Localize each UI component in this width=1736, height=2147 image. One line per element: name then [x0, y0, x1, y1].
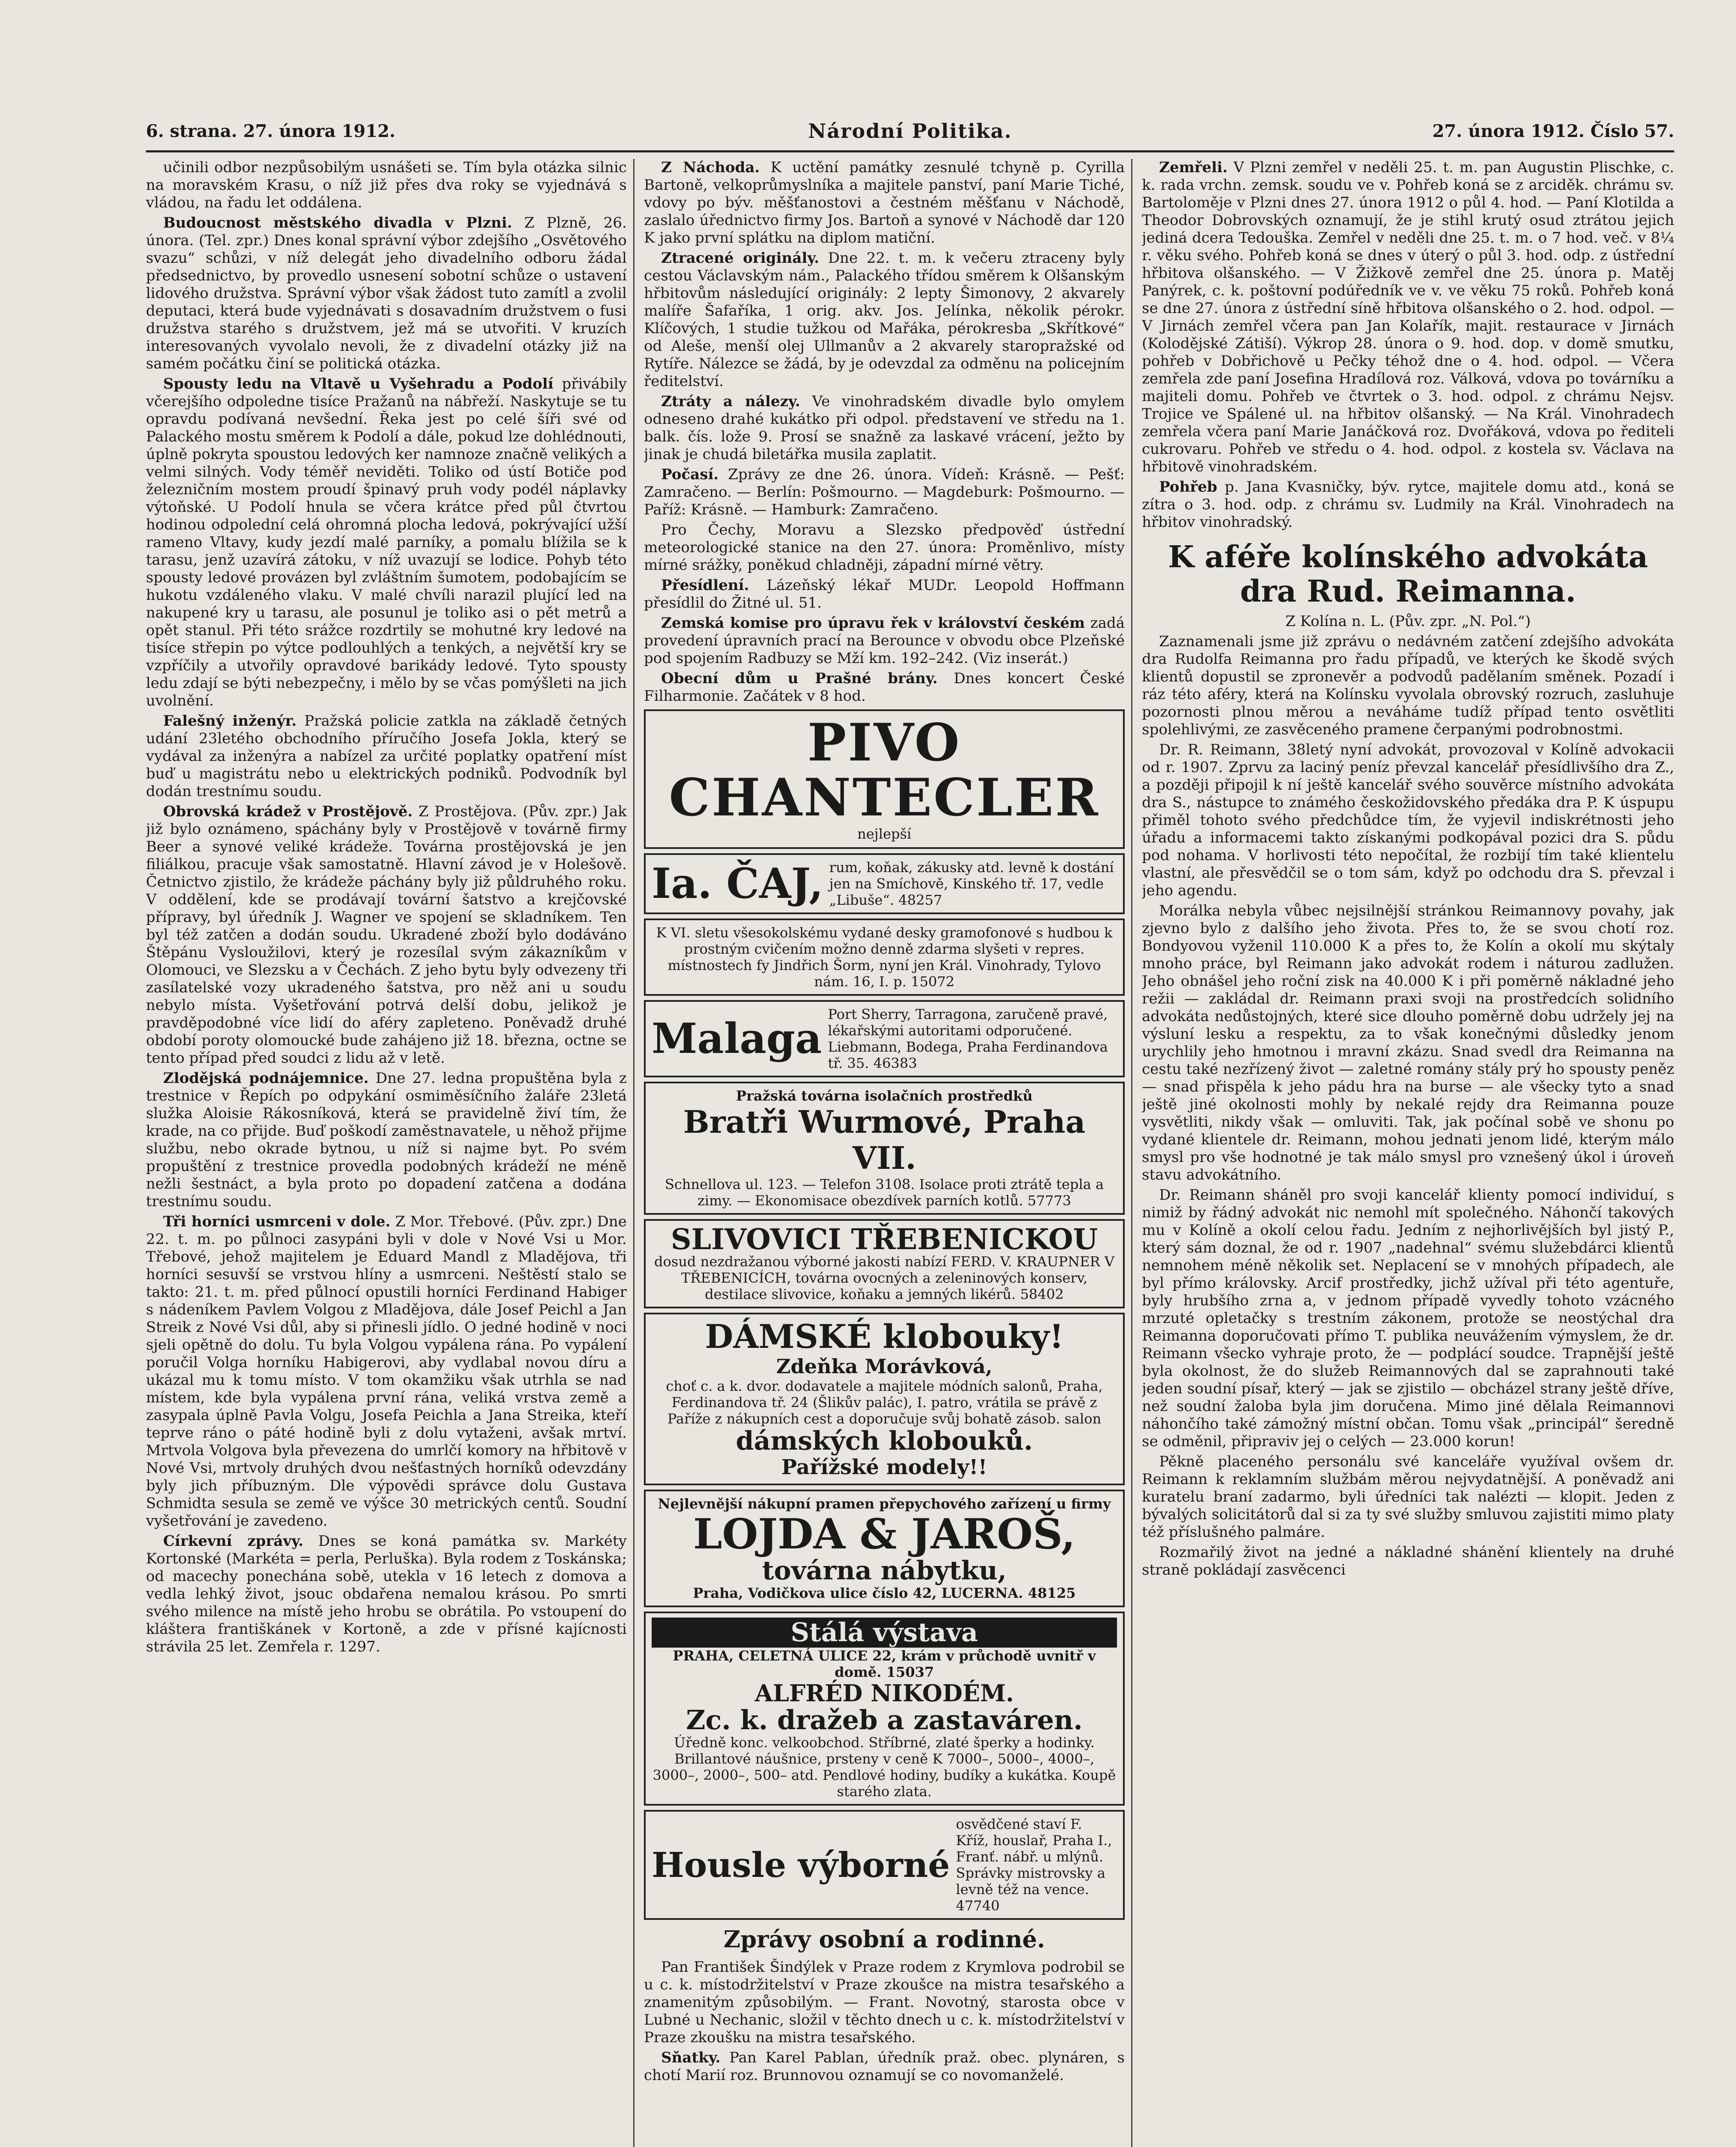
ad-gramofon: K VI. sletu všesokolskému vydané desky gramofonové s hudbou k prostným cvičením možno denně zdarma slyšeti v repres. místnostech fy Jindřich Šorm, nyní jen Král. Vinohrady, Tylovo nám. 16, I. p. 15072	[644, 918, 1125, 996]
article: Zemřeli. V Plzni zemřel v neděli 25. t. m. pan Augustin Plischke, c. k. rada vrchn. zemsk. soudu ve v. Pohřeb koná se z arciděk. chrámu sv. Bartoloměje v Plzni dnes 27. února 1912 o půl 4. hod. — Paní Klotilda a Theodor Dobrovských oznamují, že je stihl krutý osud ztrátou jejich jediná dcera Tedouška. Zemřel v neděli dne 25. t. m. o 7 hod. več. v 8¼ r. věku svého. Pohřeb koná se dnes v úterý o půl 3. hod. odp. z ústřední hřbitova olšanského. — V Žižkově zemřel dne 25. února p. Matěj Panýrek, c. k. poštovní podúředník ve v. ve věku 75 roků. Pohřeb koná se dne 27. února z ústřední síně hřbitova olšanského o 2. hod. odpol. — V Jirnách zemřel včera pan Jan Kolařík, majit. restaurace v Jirnách (Kolodějské Zátiší). Výkrop 28. února o 9. hod. dop. v domě smutku, pohřeb v Dobřichově u Pečky téhož dne o 4. hod. odpol. — Včera zemřela zde paní Josefina Hradílová roz. Válková, vdova po továrníku a majiteli domu. Pohřeb ve čtvrtek o 3. hod. odpol. z chrámu Nejsv. Trojice ve Spálené ul. na hřbitov olšanský. — Na Král. Vinohradech zemřela včera paní Marie Janáčková roz. Dvořáková, vdova po řediteli cukrovaru. Pohřeb ve středu o 4. hod. odpol. z kostela sv. Václava na hřbitově vinohradském.	[1142, 159, 1674, 475]
article: Falešný inženýr. Pražská policie zatkla na základě četných udání 23letého obchodního příručího Josefa Jokla, který se vydával za inženýra a nabízel za určité poplatky opatření míst buď u magistrátu nebo u elektrických podniků. Podvodník byl dodán trestnímu soudu.	[146, 712, 627, 800]
article: Ztracené originály. Dne 22. t. m. k večeru ztraceny byly cestou Václavským nám., Palackého třídou směrem k Olšanským hřbitovům následující originály: 2 lepty Šimonovy, 2 akvarely malíře Šafaříka, 1 orig. akv. Jos. Jelínka, několik pérokr. Klíčových, 1 studie tužkou od Mařáka, pérokresba „Skřítkové“ od Aleše, menší olej Ullmanův a 2 akvarely staropražské od Rytíře. Nálezce se žádá, by je odevzdal za odměnu na policejním ředitelství.	[644, 249, 1125, 390]
ad-pivo-chantecler: PIVO CHANTECLER nejlepší	[644, 709, 1125, 849]
column-rule	[633, 159, 634, 2147]
column-rule	[1131, 159, 1132, 2147]
ad-caj: Ia. ČAJ, rum, koňak, zákusky atd. levně k dostání jen na Smíchově, Kinského tř. 17, vedle „Libuše“. 48257	[644, 853, 1125, 914]
article: Z Náchoda. K uctění památky zesnulé tchyně p. Cyrilla Bartoně, velkoprůmyslníka a majitele panství, paní Marie Tiché, vdovy po býv. měšťanostovi a čestném měšťanu v Náchodě, zaslalo úřednictvo firmy Jos. Bartoň a synové v Náchodě dar 120 K jako první splátku na diplom matiční.	[644, 159, 1125, 246]
article: Počasí. Zprávy ze dne 26. února. Vídeň: Krásně. — Pešť: Zamračeno. — Berlín: Pošmourno. — Magdeburk: Pošmourno. — Paříž: Krásně. — Hamburk: Zamračeno.	[644, 466, 1125, 518]
article: Přesídlení. Lázeňský lékař MUDr. Leopold Hoffmann přesídlil do Žitné ul. 51.	[644, 577, 1125, 611]
article: Církevní zprávy. Dnes se koná památka sv. Markéty Kortonské (Markéta = perla, Perluška). Byla rodem z Toskánska; od macechy ponechána sobě, utekla v 16 letech z domova a vedla lehký život, jsouc obdařena nemalou krásou. Po smrti svého milence na místě jeho hrobu se obrátila. Po vstoupení do kláštera františkánek v Kortoně, a zde v přísné kajícnosti strávila 25 let. Zemřela r. 1297.	[146, 1533, 627, 1655]
header-date-left: 6. strana. 27. února 1912.	[146, 121, 396, 141]
section-title-osobni: Zprávy osobní a rodinné.	[723, 1925, 1045, 1953]
article-paragraph: Dr. Reimann sháněl pro svoji kancelář klienty pomocí individuí, s nimiž by řádný advokát nic nemohl mít společného. Náhončí takových mu v Kolíně a okolí celou řadu. Jedním z nejhorlivějších byl jistý P., který sám doznal, že od r. 1907 „nadehnal“ svému služebdárci klientů nemnohem méně několik set. Neplacení se v mnohých případech, ale byl přímo královsky. Arcif prostředky, jichž užíval při této agentuře, byly hrubšího zrna a, v jednom případě vyvedly tohoto vzácného mrzuté opletačky s trestním zákonem, protože se neostýchal dra Reimanna doporučovati přímo T. publika neuvážením výmyslem, že dr. Reimann všecko vyhraje proto, že — podplácí soudce. Trapnější ještě byla okolnost, že do služeb Reimannových dal se zaprahnouti také jeden soudní písař, který — jak se zjistilo — obcházel strany ještě dříve, než soudní žaloba byla jim doručena. Mimo jiné dělala Reimannovi náhončího také zámožný místní občan. Tomu však „principál“ šeredně se odměnil, připraviv jej o celých — 23.000 korun!	[1142, 1186, 1674, 1450]
ad-slivovice: SLIVOVICI TŘEBENICKOU dosud nezdražanou výborné jakosti nabízí FERD. V. KRAUPNER V TŘEBENICÍCH, továrna ovocných a zeleninových konserv, destilace slivovice, koňaku a jemných likérů. 58402	[644, 1219, 1125, 1308]
article: Obecní dům u Prašné brány. Dnes koncert České Filharmonie. Začátek v 8 hod.	[644, 670, 1125, 705]
article-paragraph: Rozmařilý život na jedné a nákladné shánění klientely na druhé straně pokládají zasvěcenci	[1142, 1544, 1674, 1578]
column-2	[644, 159, 1125, 2147]
ad-damske-klobouky: DÁMSKÉ klobouky! Zdeňka Morávková, choť c. a k. dvor. dodavatele a majitele módních salonů, Praha, Ferdinandova tř. 24 (Šlikův palác), I. patro, vrátila se právě z Paříže z nákupních cest a doporučuje svůj bohatě zásob. salon dámských klobouků. Pařížské modely!!	[644, 1313, 1125, 1485]
column-1	[146, 159, 627, 2147]
article-paragraph: Morálka nebyla vůbec nejsilnější stránkou Reimannovy povahy, jak zjevno bylo z dalšího jeho života. Přes to, že se svou chotí roz. Bondyovou vyženil 110.000 K a přes to, že Kolín a okolí mu skýtaly mnoho práce, byl Reimann jako advokát rodem i náturou zadlužen. Jeho obnášel jeho roční zisk na 40.000 K i při poměrně nákladné jeho režii — zakládal dr. Reimann praxi svoji na prostředcích solidního advokáta nedůstojných, které sice dlouho poměrně dobu udržely jej na výsluní lesku a respektu, za to však konečnými důsledky jenom urychlily jeho hmotnou i mravní zkázu. Snad svedl dra Reimanna na cestu také nezřízený život — zaletné romány stály prý ho spousty peněz — snad přispěla k jeho pádu hra na burse — ale všecky tyto a snad ještě jiné okolnosti mohly by nekalé rejdy dra Reimanna pouze vysvětliti, nikdy však — omluviti. Tak, jak počínal sobě ve shonu po vydané klientele dr. Reimann, mohou jednati jenom lidé, kterým málo smysl pro vše hodnotné je tak málo smysl pro vznešený úkol i úroveň stavu advokátního.	[1142, 902, 1674, 1183]
ad-nikodem: Stálá výstava PRAHA, CELETNÁ ULICE 22, krám v průchodě uvnitř v domě. 15037 ALFRÉD NIKODÉM. Zc. k. dražeb a zastaváren. Úředně konc. velkoobchod. Stříbrné, zlaté šperky a hodinky. Brillantové náušnice, prsteny v ceně K 7000–, 5000–, 4000–, 3000–, 2000–, 500– atd. Pendlové hodiny, budíky a kukátka. Koupě starého zlata.	[644, 1612, 1125, 1806]
article: Obrovská krádež v Prostějově. Z Prostějova. (Pův. zpr.) Jak již bylo oznámeno, spáchány byly v Prostějově v továrně firmy Beer a synové veliké krádeže. Továrna prostějovská je jen filiálkou, pracuje však samostatně. Hlavní závod je v Holešově. Četnictvo zjistilo, že krádeže páchány byly již půldruhého roku. V oddělení, kde se prodávají tovární šatstvo a krejčovské přípravy, byl úředník J. Wagner ve spojení se skladníkem. Ten byl též zatčen a dodán soudu. Ukradené zboží bylo dodáváno Štěpánu Vysloužilovi, který je rozesílal svým zákazníkům v Olomouci, ve Slezsku a v Čechách. Z jeho bytu byly odvezeny tři zasílatelské vozy ukradeného šatstva, pro něž ani u soudu nebylo místa. Vyšetřování potrvá delší dobu, jelikož je pravděpodobné více lidí do aféry zapleteno. Poněvadž druhé období poroty olomoucké bude zahájeno již 18. března, octne se tento případ před soudci z lidu až v letě.	[146, 803, 627, 1067]
dateline: Z Kolína n. L. (Pův. zpr. „N. Pol.“)	[1285, 613, 1531, 630]
article: Ztráty a nálezy. Ve vinohradském divadle bylo omylem odneseno drahé kukátko při odpol. představení ve středu na 1. balk. čís. lože 9. Prosí se snažně za laskavé vrácení, ježto by jinak je chudá biletářka musila zaplatit.	[644, 393, 1125, 463]
article: Zlodějská podnájemnice. Dne 27. ledna propuštěna byla z trestnice v Řepích po odpykání osmiměsíčního žaláře 23letá služka Aloisie Rákosníková, která se pravidelně živí tím, že krade, na co přijde. Buď poškodí zaměstnavatele, u něhož přijme službu, nebo okrade bytnou, u níž si najme byt. Po svém propuštění z trestnice provedla podobných krádeží ne méně nežli šestnáct, a byla proto po dopadení zatčena a dodána trestnímu soudu.	[146, 1070, 627, 1210]
article: Pan František Šindýlek v Praze rodem z Krymlova podrobil se u c. k. místodržitelství v Praze zkoušce na mistra tesařského a znamenitým způsobilým. — Frant. Novotný, starosta obce v Lubné u Nechanic, složil v těchto dnech u c. k. místodržitelství v Praze zkoušku na mistra tesařského.	[644, 1958, 1125, 2046]
header-date-right: 27. února 1912. Číslo 57.	[1432, 121, 1674, 141]
ad-lojda-jaros: Nejlevnější nákupní pramen přepychového zařízení u firmy LOJDA & JAROŠ, továrna nábytku, Praha, Vodičkova ulice číslo 42, LUCERNA. 48125	[644, 1490, 1125, 1607]
article: Budoucnost městského divadla v Plzni. Z Plzně, 26. února. (Tel. zpr.) Dnes konal správní výbor zdejšího „Osvětového svazu“ schůzi, v níž delegát jeho divadelního odboru žádal předsednictvo, by provedlo usnesení sobotní schůze o ustavení lidového družstva. Správní výbor však žádost tuto zamítl a zvolil deputaci, která bude vyjednávati s dosavadním družstvem o fusi družstva starého s družstvem, jež má se utvořiti. V kruzích interesovaných vyvolalo nevoli, že z divadelní otázky již na samém počátku činí se politická otázka.	[146, 214, 627, 372]
article: Pro Čechy, Moravu a Slezsko předpověď ústřední meteorologické stanice na den 27. února: Proměnlivo, místy mírné srážky, poněkud chladněji, západní mírné větry.	[644, 521, 1125, 574]
ad-wurmove: Pražská továrna isolačních prostředků Bratři Wurmové, Praha VII. Schnellova ul. 123. — Telefon 3108. Isolace proti ztrátě tepla a zimy. — Ekonomisace obezdívek parních kotlů. 57773	[644, 1082, 1125, 1215]
article-paragraph: Zaznamenali jsme již zprávu o nedávném zatčení zdejšího advokáta dra Rudolfa Reimanna pro řadu případů, ve kterých ke škodě svých klientů dopustil se zpronevěr a podvodů padělaním směnek. Pozadí i ráz této aféry, která na Kolínsku vyvolala obrovský rozruch, zasluhuje pozornosti plnou měrou a neváháme tudíž případ tento osvětliti spolehlivými, ze zasvěceného pramene čerpanými podrobnostmi.	[1142, 633, 1674, 738]
masthead: Národní Politika.	[808, 119, 1012, 143]
column-3	[1142, 159, 1674, 2147]
article: Zemská komise pro úpravu řek v království českém zadá provedení úpravních prací na Berounce v obvodu obce Plzeňské pod spojením Radbuzy se Mží km. 192–242. (Viz inserát.)	[644, 614, 1125, 667]
article: Spousty ledu na Vltavě u Vyšehradu a Podolí přivábily včerejšího odpoledne tisíce Pražanů na nábřeží. Naskytuje se tu opravdu podívaná nevšední. Řeka jest po celé šíři své od Palackého mostu směrem k Podolí a dále, pokud lze dohlédnouti, úplně pokryta spoustou ledových ker namnoze značně velikých a velmi silných. Vody téměř neviděti. Toliko od ústí Botiče pod železničním mostem proudí špinavý pruh vody podél náplavky výtoňské. U Podolí hnula se včera krátce před půl čtvrtou hodinou odpolední celá ohromná plocha ledová, pokrývající užší rameno Vltavy, kudy jezdí malé parníky, a pomalu blížila se k tarasu, jenž uzavírá zátoku, v níž uvazují se lodice. Pohyb této spousty ledové provázen byl zvláštním šumotem, podobajícím se hukotu vzdáleného vlaku. V malé chvíli narazil plující led na nakupené kry u tarasu, ale posunul je toliko asi o pět metrů a opět stanul. Při této srážce rozdrtily se mohutné kry ledové na tisíce střepin po výtce podlouhlých a tenkých, a největší kry se vzpříčily a utvořily opravdové barikády ledové. Tyto spousty ledu zdají se býti nebezpečny, i mělo by se včas pomýšleti na jich uvolnění.	[146, 375, 627, 709]
ad-malaga: Malaga Port Sherry, Tarragona, zaručeně pravé, lékařskými autoritami odporučené. Liebmann, Bodega, Praha Ferdinandova tř. 35. 46383	[644, 1000, 1125, 1077]
article: učinili odbor nezpůsobilým usnášeti se. Tím byla otázka silnic na moravském Krasu, o níž již přes dva roky se vyjednává s vládou, na řadu let oddálena.	[146, 159, 627, 211]
article-paragraph: Pěkně placeného personálu své kanceláře využíval ovšem dr. Reimann k reklamním službám měrou nejvydatnější. A poněvadž ani kuratelu braní zadarmo, byli úředníci tak nalézti — klopit. Jeden z bývalých solicitátorů dal si za ty své služby smluvou zajistiti mimo platy též příslušného palmáre.	[1142, 1453, 1674, 1541]
article: Sňatky. Pan Karel Pablan, úředník praž. obec. plynáren, s chotí Marií roz. Brunnovou oznamují se co novomanželé.	[644, 2049, 1125, 2084]
article: Pohřeb p. Jana Kvasničky, býv. rytce, majitele domu atd., koná se zítra o 3. hod. odp. z chrámu sv. Ludmily na Král. Vinohradech na hřbitov vinohradský.	[1142, 478, 1674, 531]
article: Tři horníci usmrceni v dole. Z Mor. Třebové. (Pův. zpr.) Dne 22. t. m. po půlnoci zasypáni byli v dole v Nové Vsi u Mor. Třebové, jehož majitelem je Eduard Mandl z Mladějova, tři horníci sesuvší se vrstvou hlíny a usmrceni. Neštěstí stalo se takto: 21. t. m. před půlnocí opustili horníci Ferdinand Habiger s nádeníkem Pavlem Volgou z Mladějova, dále Josef Peichl a Jan Streik z Nové Vsi důl, aby si přinesli jídlo. O jedné hodině v noci sjeli opětně do dolu. Tu byla Volgou vypálena rána. Po vypálení poručil Volga horníku Habigerovi, aby vydlabal novou díru a ukázal mu k tomu místo. V tom okamžiku však utrhla se nad místem, kde byla vypálena první rána, veliká vrstva země a zasypala úplně Pavla Volgu, Josefa Peichla a Jana Streika, kteří teprve ráno o páté hodině byli z dolu vytaženi, avšak mrtví. Mrtvola Volgova byla převezena do umrlčí komory na hřbitově v Nové Vsi, mrtvoly druhých dvou nešťastných horníků odevzdány byly jich příbuzným. Dle výpovědi správce dolu Gustava Schmidta sesula se země ve výšce 30 metrických centů. Soudní vyšetřování je zavedeno.	[146, 1213, 627, 1530]
page-header	[146, 116, 1674, 152]
article-paragraph: Dr. R. Reimann, 38letý nyní advokát, provozoval v Kolíně advokacii od r. 1907. Zprvu za laciný peníz převzal kancelář přesídlivšího dra Z., a později připojil k ní ještě kancelář svého souvěrce místního advokáta dra S., nástupce to známého českožidovského předáka dra P. K úspupu přiměl tohoto svého předchůdce tím, že vyjevil indiskrétnosti jeho úřadu a informacemi takto získanými podkopával pozici dra S. půdu pod nohama. V horlivosti této nepočítal, že rozbijí tím také klientelu vlastní, ale přesvědčil se o tom sám, když po odchodu dra S. převzal i jeho agendu.	[1142, 741, 1674, 899]
ad-housle: Housle výborné osvědčené staví F. Kříž, houslař, Praha I., Franť. nábř. u mlýnů. Správky mistrovsky a levně též na vence. 47740	[644, 1810, 1125, 1920]
article-title-reimann: K aféře kolínského advokáta dra Rud. Reimanna.	[1168, 539, 1648, 609]
